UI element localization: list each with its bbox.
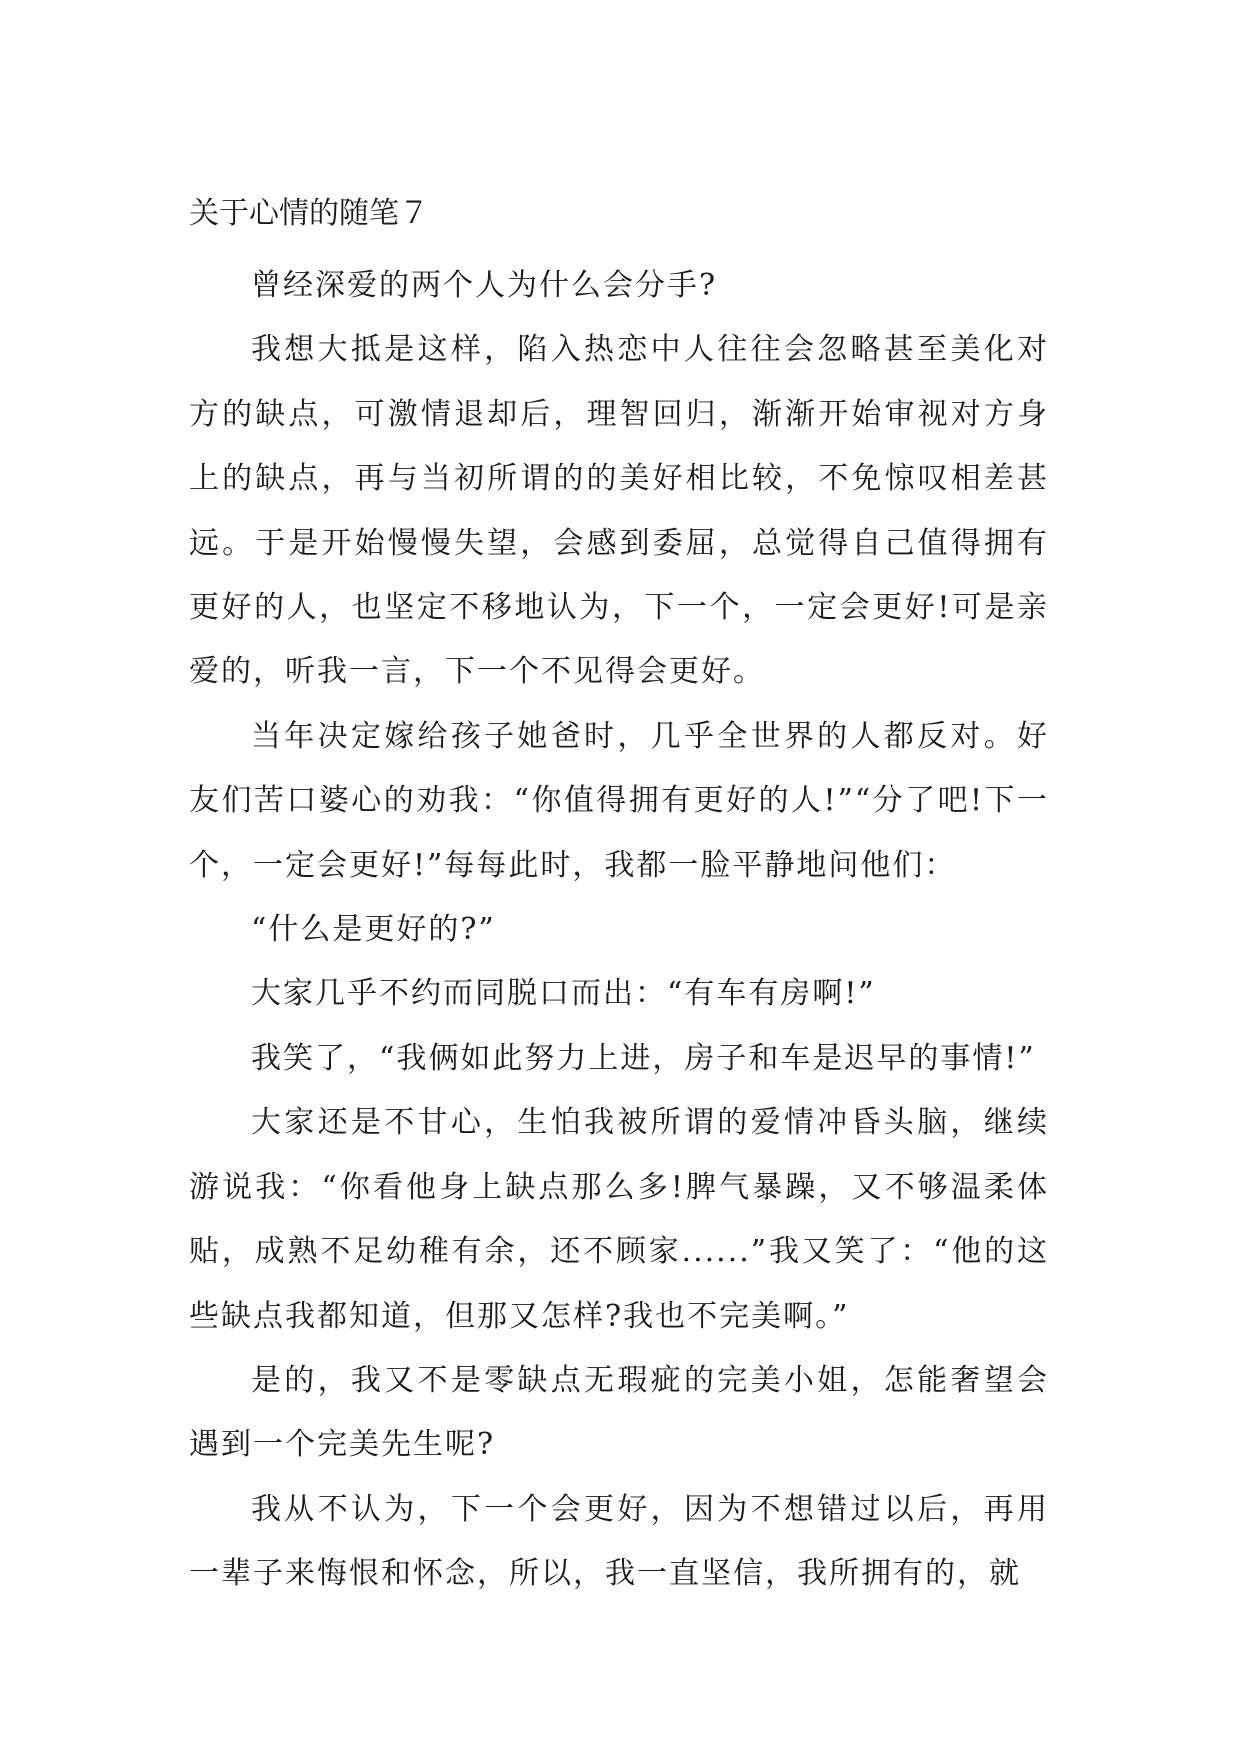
paragraph: 大家几乎不约而同脱口而出：“有车有房啊!” (251, 976, 876, 1012)
paragraph: “什么是更好的?” (251, 912, 496, 948)
paragraph: 我笑了，“我俩如此努力上进，房子和车是迟早的事情!” (251, 1040, 1036, 1076)
paragraph: 是的，我又不是零缺点无瑕疵的完美小姐，怎能奢望会遇到一个完美先生呢? (189, 1362, 1049, 1463)
paragraph: 我想大抵是这样，陷入热恋中人往往会忽略甚至美化对方的缺点，可激情退却后，理智回归，渐渐开始审视对方身上的缺点，再与当初所谓的的美好相比较，不免惊叹相差甚远。于是开始慢慢失望，会感到委屈，总觉得自己值得拥有更好的人，也坚定不移地认为，下一个，一定会更好!可是亲爱的，听我一言，下一个不见得会更好。 (189, 332, 1049, 690)
paragraph: 曾经深爱的两个人为什么会分手? (251, 268, 718, 303)
document-body (189, 254, 1049, 1607)
paragraph: 我从不认为，下一个会更好，因为不想错过以后，再用一辈子来悔恨和怀念，所以，我一直坚信，我所拥有的，就 (189, 1491, 1049, 1592)
paragraph: 大家还是不甘心，生怕我被所谓的爱情冲昏头脑，继续游说我：“你看他身上缺点那么多!脾气暴躁，又不够温柔体贴，成熟不足幼稚有余，还不顾家......”我又笑了：“他的这些缺点我都知道，但那又怎样?我也不完美啊。” (189, 1105, 1049, 1334)
paragraph: 当年决定嫁给孩子她爸时，几乎全世界的人都反对。好友们苦口婆心的劝我：“你值得拥有更好的人!”“分了吧!下一个，一定会更好!”每每此时，我都一脸平静地问他们： (189, 718, 1049, 883)
document-title: 关于心情的随笔７ (189, 196, 429, 231)
